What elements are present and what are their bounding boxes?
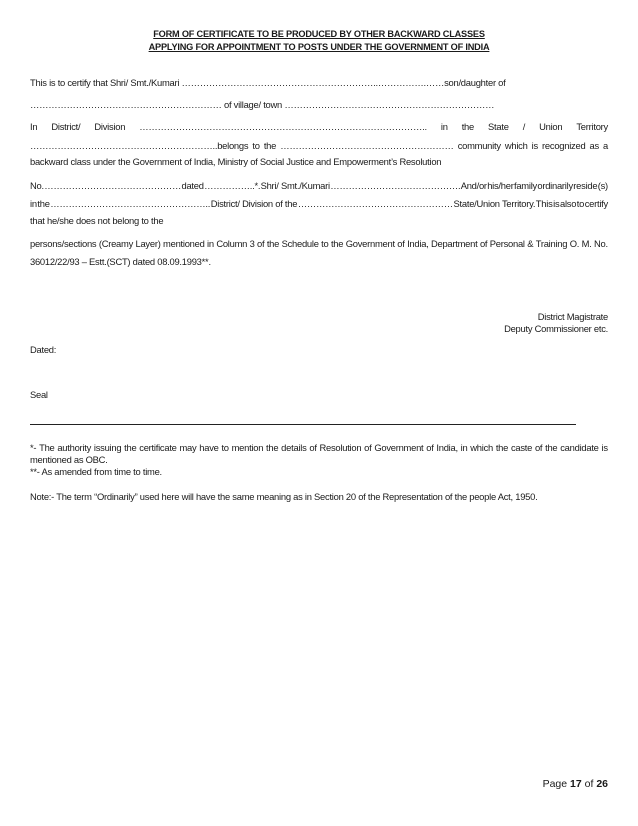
word: his/her — [487, 180, 514, 191]
word: of — [479, 238, 488, 249]
word: as — [589, 140, 599, 151]
of-word: of — [584, 778, 594, 790]
word: …………………………………………… — [297, 198, 453, 209]
word: in — [460, 442, 468, 453]
word: of — [309, 442, 317, 453]
certify-line-3 — [30, 121, 608, 133]
word: reside — [573, 180, 598, 191]
word: caste — [510, 442, 533, 453]
word: candidate — [560, 442, 599, 453]
word: the — [330, 238, 344, 249]
word: to — [221, 442, 229, 453]
dated-label: Dated: — [30, 344, 57, 355]
word: …………………………………………….. — [50, 198, 211, 209]
word: Union — [539, 121, 563, 132]
word: ordinarily — [537, 180, 573, 191]
word: mention — [231, 442, 264, 453]
certify-line-2: ……………………………………………………… of village/ town …………………………………………………………… — [30, 99, 495, 110]
word: of — [397, 238, 405, 249]
word: the — [266, 442, 279, 453]
signatory-title: District Magistrate — [537, 311, 608, 322]
certify-line-1: This is to certify that Shri/ Smt./Kumari ………………………………………………………..…………….……son/daughter of — [30, 77, 506, 88]
word: District/ — [51, 121, 81, 132]
word: / — [522, 121, 526, 132]
word: is — [601, 442, 608, 453]
word: mentioned — [163, 238, 205, 249]
certify-line-4 — [30, 140, 608, 152]
reside-line-3: that he/she does not belong to the — [30, 215, 164, 226]
word: to — [576, 198, 585, 209]
creamy-layer-line-1 — [30, 238, 608, 250]
word: of — [364, 442, 372, 453]
word: the — [124, 442, 137, 453]
word: Division — [94, 121, 126, 132]
word: India, — [407, 238, 429, 249]
word: certify — [584, 198, 608, 209]
current-page: 17 — [570, 778, 582, 790]
word: & — [527, 238, 534, 249]
footnote-2: **- As amended from time to time. — [30, 466, 162, 477]
page-number — [543, 778, 608, 790]
word: in — [440, 121, 448, 132]
word: *- — [30, 442, 37, 453]
word: ……………..*. — [204, 180, 261, 191]
word: is — [553, 198, 560, 209]
word: Government — [345, 238, 395, 249]
word: Resolution — [319, 442, 362, 453]
word: 3 — [249, 238, 255, 249]
word: Column — [216, 238, 248, 249]
word: O. — [569, 238, 580, 249]
footnote-1-line-1 — [30, 442, 608, 454]
word: State — [488, 121, 509, 132]
total-pages: 26 — [596, 778, 608, 790]
word: the — [545, 442, 558, 453]
word: details — [281, 442, 307, 453]
footnote-1-line-2: mentioned as OBC. — [30, 454, 108, 465]
word: which — [504, 140, 528, 151]
word: in — [207, 238, 214, 249]
word: the — [37, 198, 50, 209]
word: No. — [30, 180, 44, 191]
word: In — [30, 121, 38, 132]
word: Territory — [576, 121, 608, 132]
word: of — [257, 238, 265, 249]
footnote-divider — [30, 424, 576, 425]
certify-line-5: backward class under the Government of India, Ministry of Social Justice and Empowerment’s Resolution — [30, 156, 442, 167]
word: to — [321, 238, 329, 249]
word: recognized — [542, 140, 586, 151]
word: a — [603, 140, 608, 151]
word: ……………………………………… — [44, 180, 182, 191]
word: ………………………………………………………………………………….. — [139, 121, 427, 132]
word: authority — [57, 442, 92, 453]
word: M. — [581, 238, 592, 249]
reside-line-2 — [30, 198, 608, 210]
word: Schedule — [281, 238, 319, 249]
word: ………………………………………………… — [280, 140, 454, 151]
word: in — [30, 198, 37, 209]
word: Shri/ Smt./Kumari — [260, 180, 330, 191]
reside-line-1 — [30, 180, 608, 192]
word: Department — [430, 238, 478, 249]
word: of — [426, 442, 434, 453]
document-title-line-1: FORM OF CERTIFICATE TO BE PRODUCED BY OTHER BACKWARD CLASSES — [153, 29, 485, 39]
word: may — [179, 442, 197, 453]
creamy-layer-line-2: 36012/22/93 – Estt.(SCT) dated 08.09.1993**. — [30, 256, 211, 267]
word: have — [199, 442, 219, 453]
word: India, — [436, 442, 458, 453]
word: which — [470, 442, 493, 453]
word: Personal — [489, 238, 525, 249]
word: the — [461, 121, 474, 132]
document-title-line-2: APPLYING FOR APPOINTMENT TO POSTS UNDER THE GOVERNMENT OF INDIA — [148, 42, 490, 52]
word: The — [39, 442, 55, 453]
word: the — [263, 140, 277, 151]
word: (Creamy — [98, 238, 134, 249]
word: Layer) — [135, 238, 161, 249]
word: certificate — [139, 442, 177, 453]
word: issuing — [93, 442, 122, 453]
word: the — [495, 442, 509, 453]
word: the — [266, 238, 280, 249]
word: Government — [374, 442, 424, 453]
word: also — [559, 198, 577, 209]
signatory-subtitle: Deputy Commissioner etc. — [504, 323, 608, 334]
word: persons/sections — [30, 238, 97, 249]
word: Training — [535, 238, 568, 249]
page-word: Page — [542, 778, 568, 790]
word: dated — [181, 180, 204, 191]
word: And/or — [460, 180, 487, 191]
word: community — [457, 140, 501, 151]
note-ordinarily: Note:- The term “Ordinarily” used here will have the same meaning as in Section 20 of the Representation of the people Act, 1950. — [30, 491, 538, 502]
word: District/ Division of the — [210, 198, 298, 209]
word: No. — [593, 238, 608, 249]
word: of — [534, 442, 543, 453]
word: State/Union Territory. — [453, 198, 536, 209]
word: ……………………………………………………..belongs — [30, 140, 249, 151]
word: to — [252, 140, 260, 151]
word: is — [531, 140, 538, 151]
word: ……………………………………. — [330, 180, 461, 191]
word: This — [535, 198, 553, 209]
word: (s) — [597, 180, 608, 191]
word: family — [513, 180, 537, 191]
seal-label: Seal — [30, 389, 48, 400]
